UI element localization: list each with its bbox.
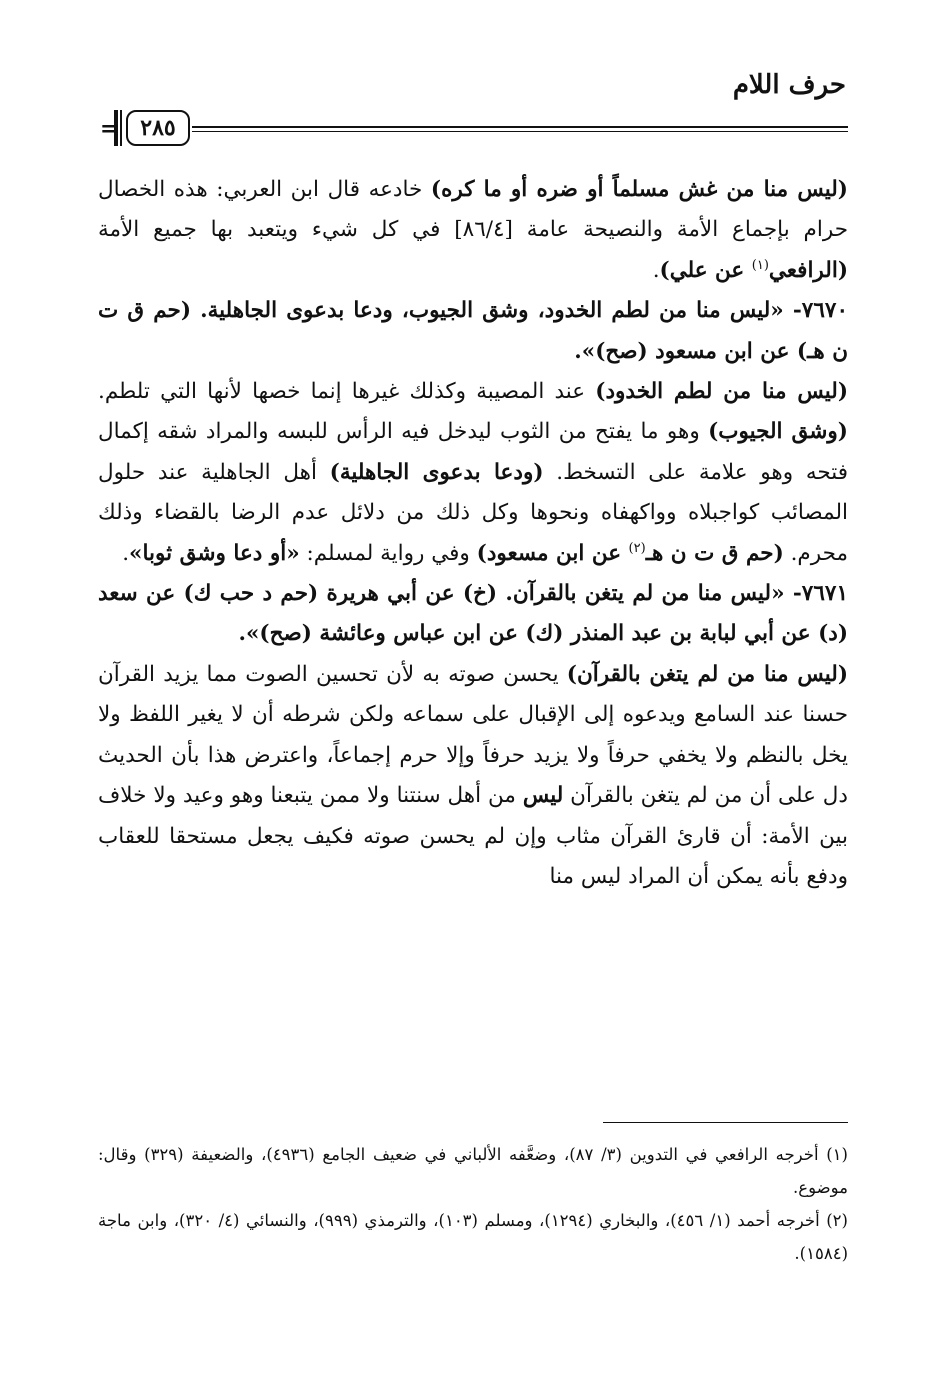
text-run: يحسن صوته به لأن تحسين الصوت مما يزيد القرآن حسنا عند السامع ويدعوه إلى الإقبال على سماعه ولكن شرطه أن لا يغير اللفظ ولا يخل بالنظم ولا يخفي حرفاً ولا يزيد حرفاً وإلا حرم إجماعاً، واعترض هذا بأن الحديث دل على أن من لم يتغن بالقرآن xyxy=(98,661,849,809)
header-rule-thin xyxy=(192,131,848,132)
header-rule xyxy=(192,126,848,128)
paragraph-commentary-2 xyxy=(98,372,848,574)
bold-phrase: (ليس منا من لطم الخدود) xyxy=(595,379,848,405)
bold-phrase: ليس xyxy=(522,783,564,809)
text-run: وهو ما يفتح من الثوب ليدخل فيه الرأس للبسه والمراد شقه إكمال فتحه وهو علامة على التسخط. xyxy=(98,419,849,485)
footnote-separator xyxy=(603,1122,848,1123)
bold-phrase: عن علي) xyxy=(659,257,752,283)
hadith-7670: ٧٦٧٠- «ليس منا من لطم الخدود، وشق الجيوب، ودعا بدعوى الجاهلية. (حم ق ت ن هـ) عن ابن مسعود (صح)». xyxy=(98,298,848,364)
text-run: عند المصيبة وكذلك غيرها إنما خصها لأنها التي تلطم. xyxy=(98,379,596,405)
footnotes xyxy=(98,1138,848,1270)
bold-phrase: (ليس منا من غش مسلماً أو ضره أو ما كره) xyxy=(430,177,848,202)
bold-phrase: «أو دعا وشق ثوبا» xyxy=(129,540,300,566)
bold-phrase: (وشق الجيوب) xyxy=(708,419,848,445)
paragraph-commentary-1 xyxy=(98,170,848,291)
main-text xyxy=(98,170,848,897)
text-run: . xyxy=(122,540,130,566)
text-run: من أهل سنتنا ولا ممن يتبعنا وهو وعيد ولا خلاف بين الأمة: أن قارئ القرآن مثاب وإن لم يحسن صوته فكيف يجعل مستحقا للعقاب ودفع بأنه يمكن أن المراد ليس منا xyxy=(98,783,848,889)
footnote-1: (١) أخرجه الرافعي في التدوين (٣/ ٨٧)، وضعَّفه الألباني في ضعيف الجامع (٤٩٣٦)، والضعيفة (٣٢٩) وقال: موضوع. xyxy=(98,1145,848,1197)
text-run: . xyxy=(652,257,660,283)
bold-phrase: عن ابن مسعود) xyxy=(476,540,629,566)
page-number-ornament-thin xyxy=(120,110,122,146)
footnote-2: (٢) أخرجه أحمد (١/ ٤٥٦)، والبخاري (١٢٩٤)، ومسلم (١٠٣)، والترمذي (٩٩٩)، والنسائي (٤/ ٣٢٠)، وابن ماجة (١٥٨٤). xyxy=(98,1211,848,1263)
page-number-ornament-equals: = xyxy=(100,116,119,142)
paragraph-commentary-3 xyxy=(98,655,848,897)
running-head-title: حرف اللام xyxy=(732,70,846,100)
bold-phrase: (ليس منا من لم يتغن بالقرآن) xyxy=(566,661,848,687)
text-run: خادعه قال ابن العربي: هذه الخصال حرام بإجماع الأمة والنصيحة عامة [٨٦/٤] في كل شيء ويتعبد بها جميع الأمة xyxy=(98,177,848,243)
footnote-ref-2: (٢) xyxy=(628,540,646,556)
footnote-ref-1: (١) xyxy=(751,257,769,273)
bold-phrase: (ودعا بدعوى الجاهلية) xyxy=(329,459,544,485)
bold-phrase: (حم ق ت ن هـ xyxy=(645,540,784,566)
page-number: ٢٨٥ xyxy=(126,110,190,146)
text-run: أهل الجاهلية عند حلول المصائب كواجبلاه وواكهفاه ونحوها وكل ذلك من دلائل عدم الرضا بالقضاء وذلك محرم. xyxy=(98,459,848,566)
hadith-7671: ٧٦٧١- «ليس منا من لم يتغن بالقرآن. (خ) عن أبي هريرة (حم د حب ك) عن سعد (د) عن أبي لبابة بن عبد المنذر (ك) عن ابن عباس وعائشة (صح)». xyxy=(98,581,848,647)
bold-phrase: (الرافعي xyxy=(768,257,848,283)
text-run: وفي رواية لمسلم: xyxy=(299,540,477,566)
